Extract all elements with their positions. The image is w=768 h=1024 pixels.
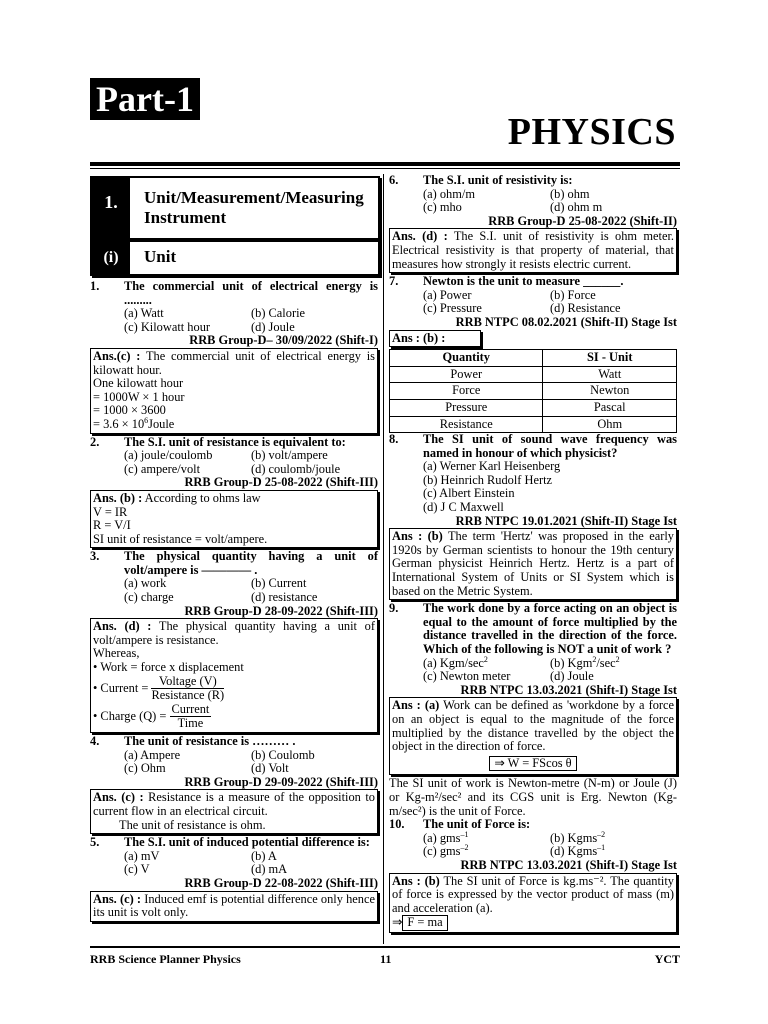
- table-cell: Pascal: [543, 399, 677, 416]
- table-cell: Ohm: [543, 416, 677, 433]
- option-text: (d) Kgms: [550, 844, 598, 859]
- question-6: [389, 174, 677, 188]
- superscript: 6: [144, 415, 149, 425]
- question-9: [389, 602, 677, 656]
- superscript: 2: [483, 654, 488, 664]
- answer-label: Ans : (a): [392, 698, 440, 713]
- option: (d) ohm m: [550, 200, 603, 215]
- answer-box: [90, 618, 378, 733]
- explanation-text: The SI unit of work is Newton-metre (N-m) or Joule (J) or Kg-m²/sec² and its CGS unit is Erg. Newton (Kg-m/sec²) is the unit of Force.: [389, 776, 677, 818]
- question-number: 6.: [389, 173, 399, 187]
- answer-text: The term 'Hertz' was proposed in the early 1920s by German scientists to honour the 19th century German physicist Heinrich Hertz. Hertz is a part of International System of Units or SI System which is based on the Metric System.: [392, 529, 674, 598]
- answer-box: [90, 789, 378, 834]
- table-cell: Power: [390, 366, 543, 383]
- exam-source: RRB Group-D 22-08-2022 (Shift-III): [184, 875, 378, 890]
- answer-label: Ans. (d) :: [392, 229, 448, 244]
- option-text: (a) gms: [423, 830, 461, 845]
- answer-line: = 1000W × 1 hour: [93, 389, 185, 404]
- option: (b) Force: [550, 287, 596, 302]
- exam-source: RRB NTPC 08.02.2021 (Shift-II) Stage Ist: [455, 314, 677, 329]
- part-label: Part-1: [90, 78, 200, 120]
- superscript: 2: [615, 654, 620, 664]
- answer-label: Ans. (b) :: [93, 490, 143, 505]
- answer-text: According to ohms law: [144, 490, 261, 505]
- column-header: SI - Unit: [543, 350, 677, 367]
- section-number: (i): [92, 242, 130, 274]
- chapter-title: Unit/Measurement/Measuring Instrument: [144, 188, 364, 227]
- question-number: 8.: [389, 432, 399, 447]
- denominator: Resistance (R): [151, 688, 225, 703]
- option: [423, 845, 550, 859]
- option: [550, 845, 677, 859]
- options: [389, 654, 677, 684]
- formula-label: • Current =: [93, 680, 149, 695]
- option: (d) mA: [251, 862, 288, 877]
- section-title: Unit: [144, 247, 177, 266]
- option: (d) J C Maxwell: [423, 500, 504, 515]
- options: [90, 307, 378, 334]
- option-text: (b) Kgms: [550, 830, 598, 845]
- options: [90, 749, 378, 776]
- option: (c) Albert Einstein: [423, 486, 515, 501]
- question-number: 10.: [389, 817, 405, 832]
- question-text: The unit of Force is:: [423, 817, 531, 832]
- options: [389, 188, 677, 215]
- answer-label: Ans. (c) :: [93, 891, 142, 906]
- question-5: [90, 836, 378, 850]
- table-cell: Newton: [543, 383, 677, 400]
- option: (d) Joule: [251, 319, 295, 334]
- superscript: –1: [460, 829, 469, 839]
- option: (a) mV: [124, 848, 160, 863]
- option: (b) Coulomb: [251, 747, 315, 762]
- answer-line: Whereas,: [93, 646, 140, 661]
- answer-text: The SI unit of Force is kg.ms⁻². The quantity of force is expressed by the vector product of mass (m) and acceleration (a).: [392, 873, 674, 915]
- answer-label: Ans. (d) :: [93, 619, 152, 634]
- options: [90, 577, 378, 604]
- superscript: –2: [597, 829, 606, 839]
- options: [90, 449, 378, 476]
- answer-box: [389, 228, 677, 273]
- page-footer: [90, 946, 680, 968]
- table-cell: Force: [390, 383, 543, 400]
- column-divider: [383, 174, 384, 944]
- answer-line: SI unit of resistance = volt/ampere.: [93, 531, 268, 546]
- exam-source: RRB Group-D 29-09-2022 (Shift-III): [184, 774, 378, 789]
- fraction: [170, 703, 212, 731]
- option: (c) V: [124, 862, 150, 877]
- answer-text: Resistance is a measure of the opposition to current flow in an electrical circuit.: [93, 790, 375, 818]
- page-title: PHYSICS: [507, 111, 676, 153]
- option: (a) Ampere: [124, 747, 181, 762]
- question-number: 7.: [389, 274, 399, 289]
- answer-label: Ans : (b): [392, 873, 440, 888]
- arrow-icon: ⇒: [392, 915, 403, 930]
- option: (d) resistance: [251, 590, 318, 605]
- right-column: [389, 174, 677, 935]
- option: (a) Watt: [124, 306, 164, 321]
- question-4: [90, 735, 378, 749]
- options: [389, 289, 677, 316]
- table-cell: Watt: [543, 366, 677, 383]
- question-number: 5.: [90, 835, 100, 850]
- numerator: Current: [171, 701, 210, 716]
- table-row: [390, 366, 677, 383]
- question-number: 3.: [90, 549, 100, 564]
- question-number: 4.: [90, 734, 100, 748]
- exam-source: RRB NTPC 13.03.2021 (Shift-I) Stage Ist: [460, 857, 677, 872]
- answer-box: [90, 891, 378, 922]
- question-7: [389, 275, 677, 289]
- option: (b) Heinrich Rudolf Hertz: [423, 472, 553, 487]
- question-text: The work done by a force acting on an object is equal to the amount of force multiplied by the distance travelled in the direction of the force. Which of the following is NOT a unit of work ?: [423, 601, 677, 656]
- option: (c) charge: [124, 590, 174, 605]
- question-text: The S.I. unit of resistance is equivalent to:: [124, 434, 346, 449]
- answer-text: The S.I. unit of resistivity is ohm meter. Electrical resistivity is that property of material, that measures how strongly it resists electric current.: [392, 229, 674, 271]
- exam-source: RRB Group-D 25-08-2022 (Shift-III): [184, 475, 378, 490]
- footer-publisher: YCT: [654, 952, 680, 966]
- option: (b) Current: [251, 576, 307, 591]
- answer-line: = 3.6 × 10: [93, 416, 145, 431]
- question-number: 1.: [90, 279, 100, 293]
- answer-text: The commercial unit of electrical energy is kilowatt hour.: [93, 348, 375, 377]
- answer-line: One kilowatt hour: [93, 376, 184, 391]
- answer-line: • Work = force x displacement: [93, 660, 244, 675]
- option: (a) ohm/m: [423, 186, 475, 201]
- option: (d) Resistance: [550, 301, 621, 316]
- exam-source: RRB Group-D 28-09-2022 (Shift-III): [184, 603, 378, 618]
- header-rule-thin: [90, 168, 680, 169]
- option: (c) Newton meter: [423, 669, 511, 684]
- exam-source: RRB NTPC 19.01.2021 (Shift-II) Stage Ist: [455, 513, 677, 528]
- exam-source: RRB Group-D– 30/09/2022 (Shift-I): [189, 333, 378, 348]
- option: (b) ohm: [550, 186, 590, 201]
- answer-line: = 1000 × 3600: [93, 403, 166, 418]
- table-cell: Pressure: [390, 399, 543, 416]
- question-1: [90, 280, 378, 307]
- option: (b) Calorie: [251, 306, 306, 321]
- exam-source: RRB NTPC 13.03.2021 (Shift-I) Stage Ist: [460, 682, 677, 697]
- option: (a) work: [124, 576, 167, 591]
- answer-line: The unit of resistance is ohm.: [119, 817, 266, 832]
- answer-box: [90, 490, 378, 548]
- unit-table: [389, 349, 677, 433]
- left-column: [90, 280, 378, 924]
- superscript: 2: [592, 654, 597, 664]
- column-header: Quantity: [390, 350, 543, 367]
- option: (c) ampere/volt: [124, 461, 201, 476]
- question-text: The S.I. unit of resistivity is:: [423, 173, 573, 187]
- exam-source: RRB Group-D 25-08-2022 (Shift-II): [488, 213, 677, 228]
- option-text: /sec: [596, 655, 616, 670]
- option: [423, 654, 550, 671]
- denominator: Time: [177, 716, 204, 731]
- header-rule: [90, 162, 680, 166]
- option: (a) Werner Karl Heisenberg: [423, 459, 561, 474]
- options: [90, 850, 378, 877]
- answer-box: [389, 330, 481, 348]
- option: (b) A: [251, 848, 277, 863]
- answer-label: Ans : (b) :: [392, 330, 446, 345]
- question-8: [389, 433, 677, 460]
- question-number: 2.: [90, 434, 100, 449]
- chapter-number: 1.: [92, 178, 130, 238]
- formula-box: F = ma: [402, 915, 447, 931]
- answer-label: Ans : (b): [392, 529, 443, 544]
- answer-box: [90, 348, 378, 434]
- option: (b) volt/ampere: [251, 448, 328, 463]
- option-text: (b) Kgm: [550, 655, 593, 670]
- superscript: –2: [460, 843, 469, 853]
- formula-box: ⇒ W = FScos θ: [489, 756, 576, 772]
- section-heading: [90, 240, 380, 276]
- answer-text: Work can be defined as 'workdone by a force on an object is equal to the magnitude of the force multiplied by the distance travelled by the object the object in the direction of force.: [392, 698, 675, 754]
- question-text: The S.I. unit of induced potential difference is:: [124, 835, 370, 850]
- answer-line: R = V/I: [93, 518, 131, 533]
- page-number: 11: [380, 952, 392, 966]
- options: [389, 460, 677, 514]
- answer-box: [389, 697, 677, 775]
- question-2: [90, 436, 378, 450]
- question-text: The commercial unit of electrical energy is .........: [124, 279, 378, 307]
- option-text: (a) Kgm/sec: [423, 655, 484, 670]
- table-cell: Resistance: [390, 416, 543, 433]
- table-row: [390, 416, 677, 433]
- question-text: The unit of resistance is ……… .: [124, 734, 296, 748]
- table-row: [390, 383, 677, 400]
- answer-box: [389, 528, 677, 600]
- option: (c) Kilowatt hour: [124, 319, 211, 334]
- question-text: Newton is the unit to measure ______.: [423, 274, 624, 289]
- question-3: [90, 550, 378, 577]
- option: (c) Ohm: [124, 761, 166, 776]
- fraction: [151, 675, 224, 703]
- formula-label: • Charge (Q) =: [93, 708, 167, 723]
- option: [550, 654, 677, 671]
- option: (d) Volt: [251, 761, 289, 776]
- option: (a) Power: [423, 287, 472, 302]
- question-10: [389, 818, 677, 832]
- answer-text: The physical quantity having a unit of volt/ampere is resistance.: [93, 619, 375, 647]
- table-row: [390, 399, 677, 416]
- option: (d) Joule: [550, 669, 594, 684]
- option: (d) coulomb/joule: [251, 461, 341, 476]
- answer-label: Ans.(c) :: [93, 348, 141, 363]
- chapter-heading: [90, 176, 380, 240]
- answer-text: Induced emf is potential difference only hence its unit is volt only.: [93, 891, 375, 920]
- answer-line: Joule: [148, 416, 175, 431]
- option: (a) joule/coulomb: [124, 448, 213, 463]
- question-number: 9.: [389, 601, 399, 616]
- superscript: –1: [597, 843, 606, 853]
- option-text: (c) gms: [423, 844, 461, 859]
- question-text: The physical quantity having a unit of volt/ampere is ———— .: [124, 549, 378, 577]
- option: (c) Pressure: [423, 301, 482, 316]
- numerator: Voltage (V): [151, 675, 224, 690]
- table-header-row: [390, 350, 677, 367]
- question-text: The SI unit of sound wave frequency was named in honour of which physicist?: [423, 432, 677, 460]
- answer-box: [389, 873, 677, 933]
- option: (c) mho: [423, 200, 462, 215]
- footer-book-title: RRB Science Planner Physics: [90, 952, 241, 966]
- options: [389, 829, 677, 859]
- answer-line: V = IR: [93, 504, 128, 519]
- answer-label: Ans. (c) :: [93, 790, 144, 805]
